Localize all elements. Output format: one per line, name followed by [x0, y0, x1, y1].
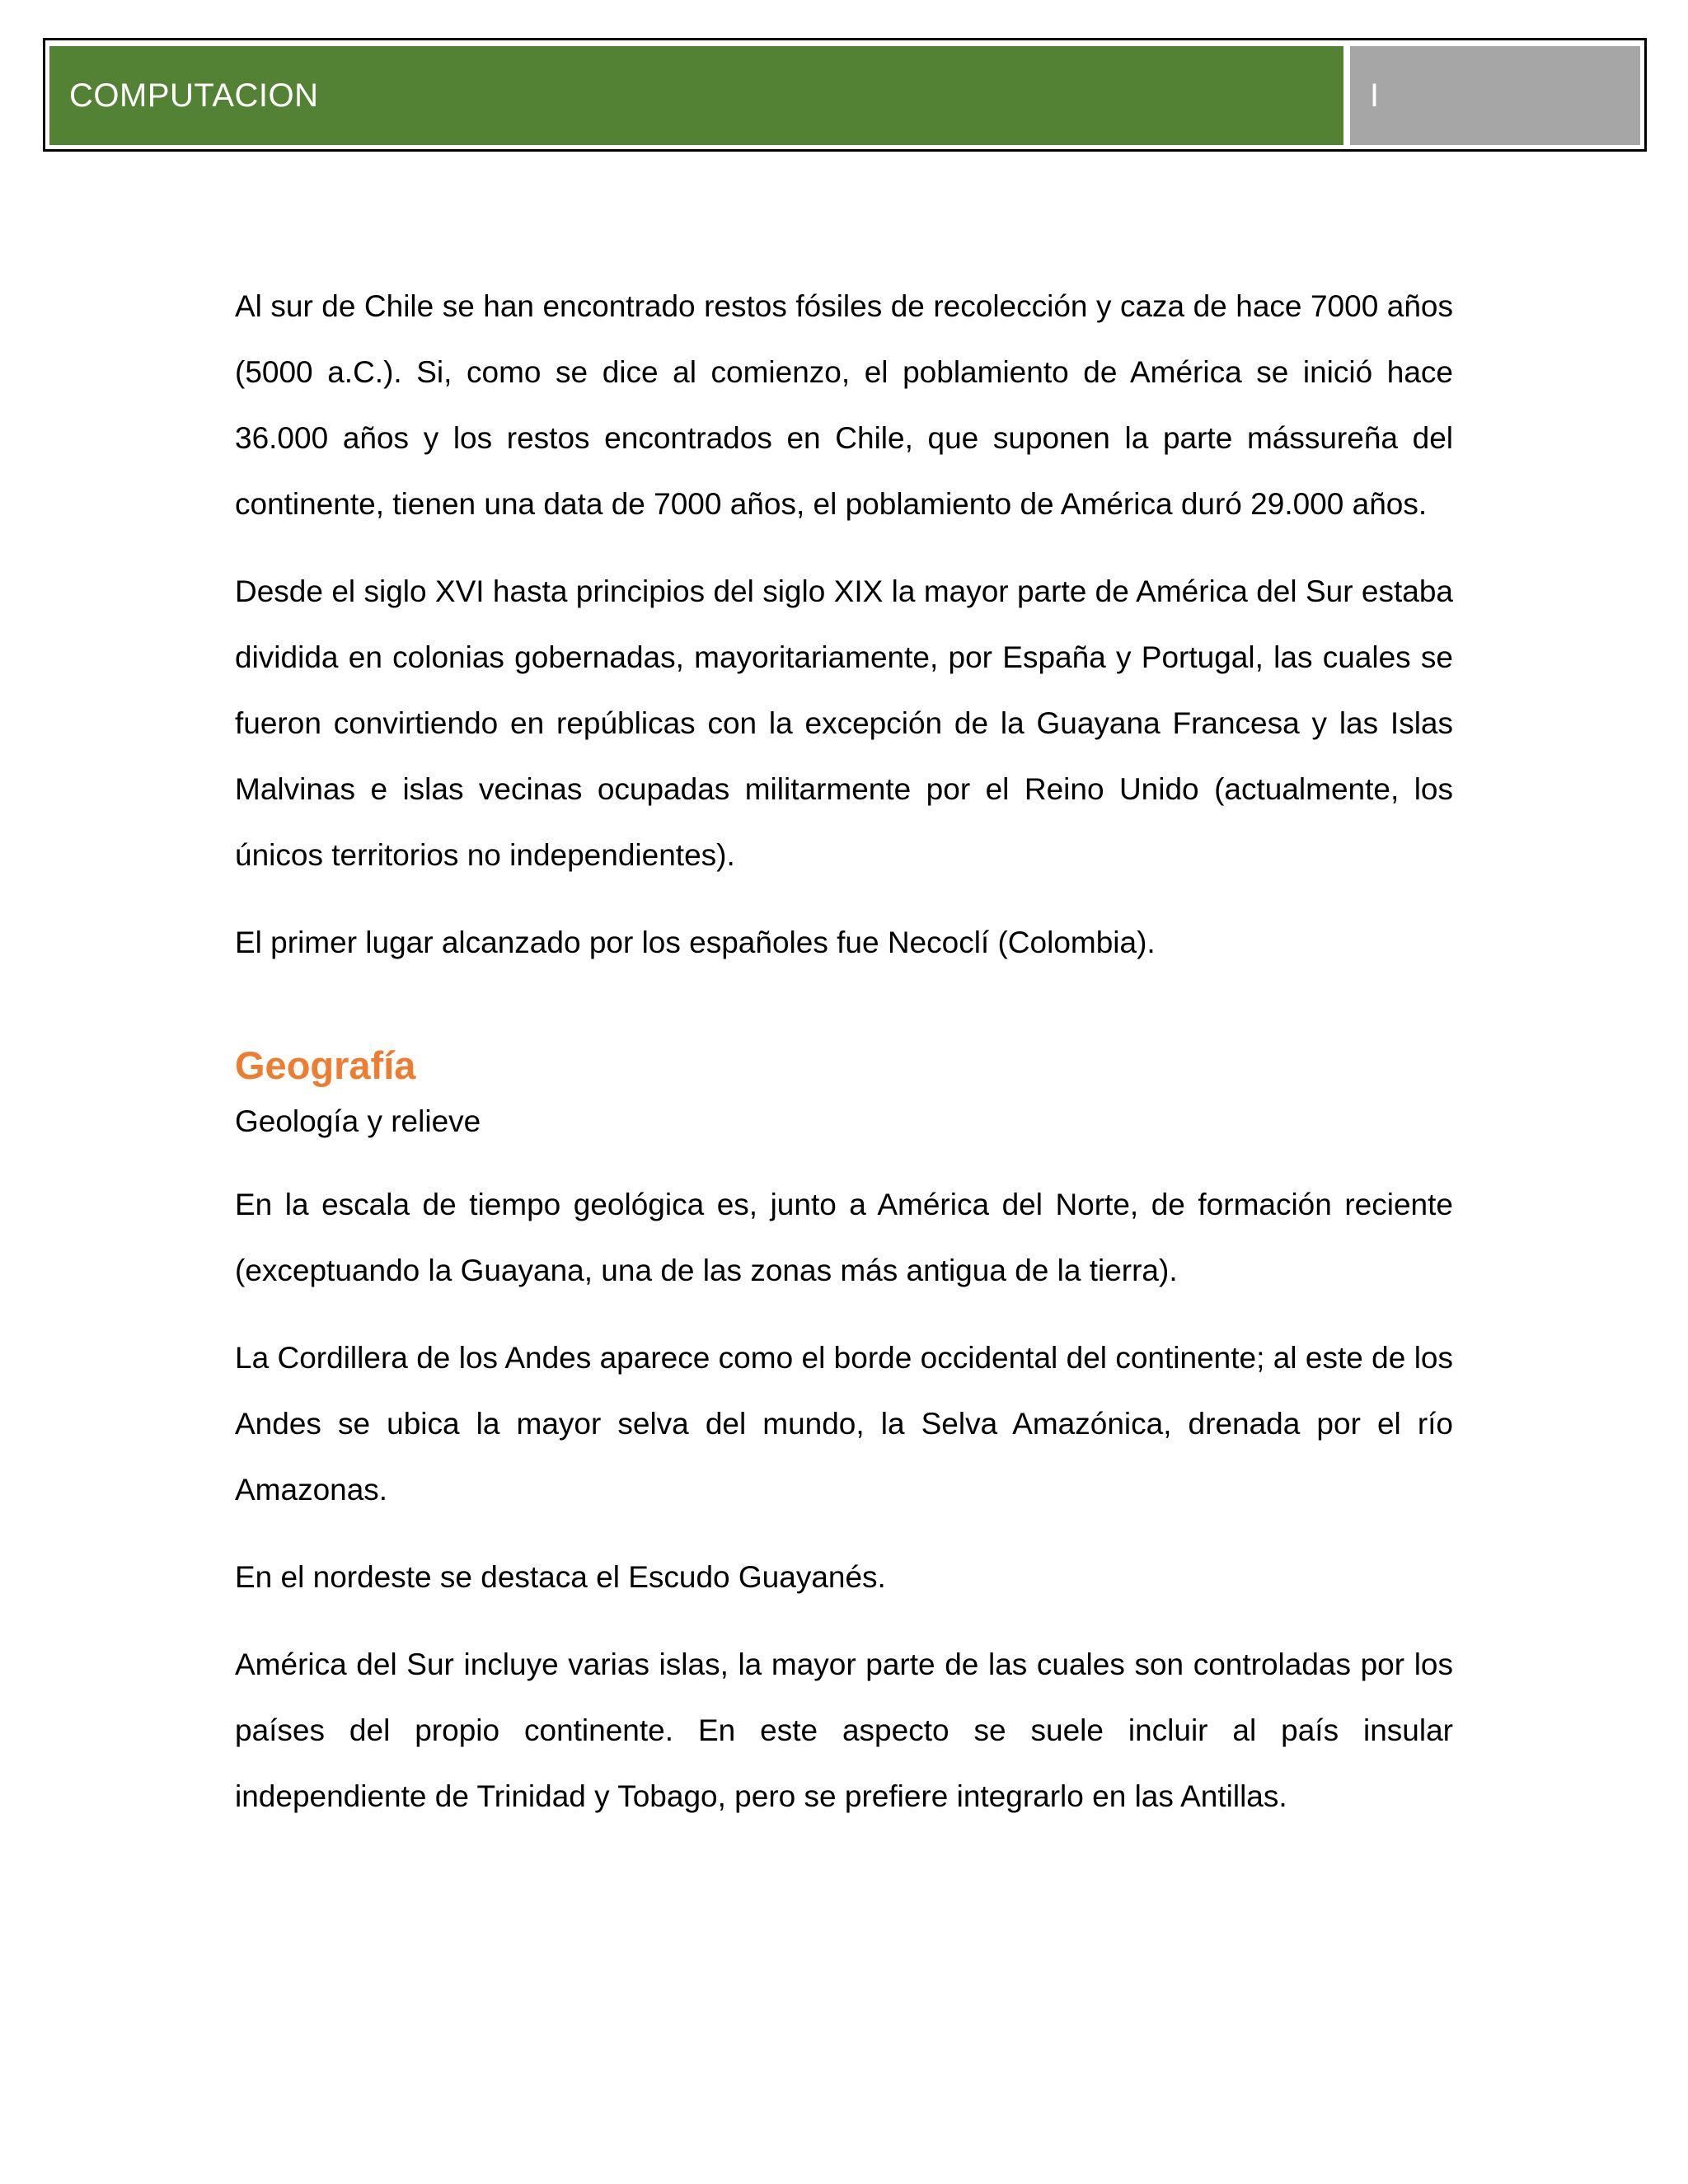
- document-title: COMPUTACION: [69, 77, 319, 114]
- header-page-box: [1350, 46, 1640, 145]
- paragraph-colonies: Desde el siglo XVI hasta principios del siglo XIX la mayor parte de América del Sur estaba dividida en colonias gobernadas, mayoritariamente, por España y Portugal, las cuales se fueron convirtiendo en repúblicas con la excepción de la Guayana Francesa y las Islas Malvinas e islas vecinas ocupadas militarmente por el Reino Unido (actualmente, los únicos territorios no independientes).: [235, 574, 1453, 872]
- document-body: [235, 274, 1453, 1851]
- paragraph-geologic-time: En la escala de tiempo geológica es, junto a América del Norte, de formación reciente (exceptuando la Guayana, una de las zonas más antigua de la tierra).: [235, 1188, 1453, 1287]
- paragraph-necocli: El primer lugar alcanzado por los españoles fue Necoclí (Colombia).: [235, 926, 1156, 959]
- paragraph-islands: América del Sur incluye varias islas, la mayor parte de las cuales son controladas por los países del propio continente. En este aspecto se suele incluir al país insular independiente de Trinidad y Tobago, pero se prefiere integrarlo en las Antillas.: [235, 1647, 1453, 1813]
- paragraph-guiana-shield: En el nordeste se destaca el Escudo Guayanés.: [235, 1560, 886, 1594]
- page-marker: I: [1370, 77, 1380, 114]
- header-title-bar: [49, 46, 1343, 145]
- section-subheading: Geología y relieve: [235, 1104, 481, 1138]
- section-heading: Geografía: [235, 1043, 416, 1087]
- paragraph-fossils: Al sur de Chile se han encontrado restos fósiles de recolección y caza de hace 7000 años (5000 a.C.). Si, como se dice al comienzo, el poblamiento de América se inició hace 36.000 años y los restos encontrados en Chile, que suponen la parte mássureña del continente, tienen una data de 7000 años, el poblamiento de América duró 29.000 años.: [235, 289, 1453, 521]
- paragraph-andes: La Cordillera de los Andes aparece como el borde occidental del continente; al este de los Andes se ubica la mayor selva del mundo, la Selva Amazónica, drenada por el río Amazonas.: [235, 1341, 1453, 1507]
